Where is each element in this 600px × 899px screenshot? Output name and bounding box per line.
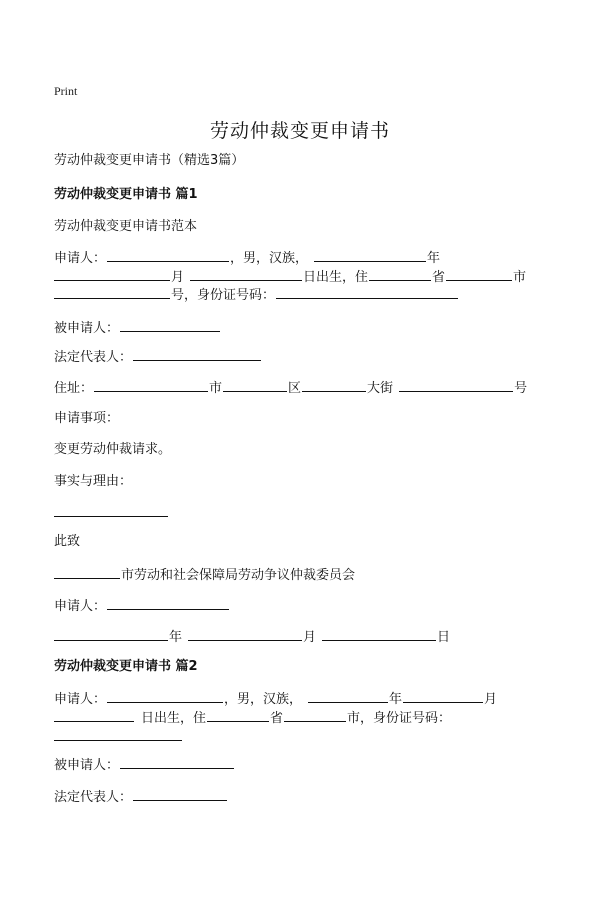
section1-heading: 劳动仲裁变更申请书 篇1	[54, 187, 198, 202]
s2-born-live-text: 日出生，住	[141, 711, 207, 726]
month-label: 月	[171, 270, 185, 285]
facts-row	[54, 503, 169, 523]
legal-rep-row	[54, 347, 262, 367]
s2-month-label: 月	[484, 692, 498, 707]
subtitle: 劳动仲裁变更申请书（精选3篇）	[54, 153, 245, 168]
birth-year-blank	[314, 248, 426, 262]
address-district-blank	[223, 378, 287, 392]
address-number-label: 号	[514, 381, 528, 396]
birth-day-blank	[190, 267, 302, 281]
address-row	[54, 378, 527, 398]
province-label: 省	[432, 270, 446, 285]
s2-applicant-row-1	[54, 689, 497, 709]
s2-applicant-row-2	[54, 708, 451, 728]
address-city-blank	[94, 378, 208, 392]
legal-rep-label: 法定代表人：	[54, 350, 133, 365]
s2-applicant-label: 申请人：	[54, 692, 107, 707]
s2-province-blank	[207, 708, 269, 722]
s2-legal-rep-label: 法定代表人：	[54, 790, 133, 805]
template-label: 劳动仲裁变更申请书范本	[54, 219, 198, 234]
date-month-blank	[188, 627, 302, 641]
s2-city-id-text: 市，身份证号码：	[347, 711, 452, 726]
s2-legal-rep-blank	[133, 787, 227, 801]
s2-birth-month-blank	[403, 689, 483, 703]
id-label: 号，身份证号码：	[171, 288, 276, 303]
applicant-row-1	[54, 248, 440, 268]
address-city-label: 市	[209, 381, 223, 396]
applicant-row-2	[54, 267, 526, 287]
province-blank	[369, 267, 431, 281]
applicant-label: 申请人：	[54, 251, 107, 266]
respondent-blank	[120, 318, 220, 332]
respondent-row	[54, 318, 221, 338]
s2-applicant-name-blank	[107, 689, 223, 703]
s2-respondent-blank	[120, 755, 234, 769]
s2-respondent-label: 被申请人：	[54, 758, 120, 773]
facts-label: 事实与理由：	[54, 474, 133, 489]
salutation: 此致	[54, 534, 81, 549]
s2-province-label: 省	[270, 711, 284, 726]
gender-ethnicity-text: ，男，汉族，	[230, 251, 309, 266]
s2-respondent-row	[54, 755, 235, 775]
s2-legal-rep-row	[54, 787, 228, 807]
address-street-label: 大街	[367, 381, 394, 396]
sign-label: 申请人：	[54, 599, 107, 614]
date-year-blank	[54, 627, 168, 641]
address-number-blank	[54, 285, 170, 299]
address-label: 住址：	[54, 381, 94, 396]
s2-applicant-row-3	[54, 727, 183, 747]
section2-heading: 劳动仲裁变更申请书 篇2	[54, 659, 198, 674]
born-live-text: 日出生，住	[303, 270, 369, 285]
address-district-label: 区	[288, 381, 302, 396]
s2-birth-year-blank	[308, 689, 388, 703]
city-label: 市	[513, 270, 527, 285]
page-title: 劳动仲裁变更申请书	[209, 120, 390, 142]
address-number-blank-2	[399, 378, 513, 392]
date-day-blank	[322, 627, 436, 641]
year-label: 年	[427, 251, 441, 266]
s2-birth-day-blank	[54, 708, 134, 722]
date-month-label: 月	[303, 630, 317, 645]
s2-gender-ethnicity-text: ，男，汉族，	[224, 692, 303, 707]
applicant-name-blank	[107, 248, 229, 262]
s2-city-blank	[284, 708, 346, 722]
applicant-row-3	[54, 285, 459, 305]
facts-blank	[54, 503, 168, 517]
sign-blank	[107, 596, 229, 610]
committee-text: 市劳动和社会保障局劳动争议仲裁委员会	[121, 568, 356, 583]
committee-row	[54, 565, 355, 585]
address-street-blank	[302, 378, 366, 392]
id-number-blank	[276, 285, 458, 299]
print-label: Print	[54, 84, 78, 98]
legal-rep-blank	[133, 347, 261, 361]
committee-city-blank	[54, 565, 120, 579]
s2-id-number-blank	[54, 727, 182, 741]
date-row	[54, 627, 450, 647]
matter-label: 申请事项：	[54, 411, 120, 426]
matter-text: 变更劳动仲裁请求。	[54, 442, 172, 457]
city-blank	[446, 267, 512, 281]
birth-month-blank	[54, 267, 170, 281]
respondent-label: 被申请人：	[54, 321, 120, 336]
date-day-label: 日	[437, 630, 451, 645]
s2-year-label: 年	[389, 692, 403, 707]
date-year-label: 年	[169, 630, 183, 645]
sign-row	[54, 596, 230, 616]
